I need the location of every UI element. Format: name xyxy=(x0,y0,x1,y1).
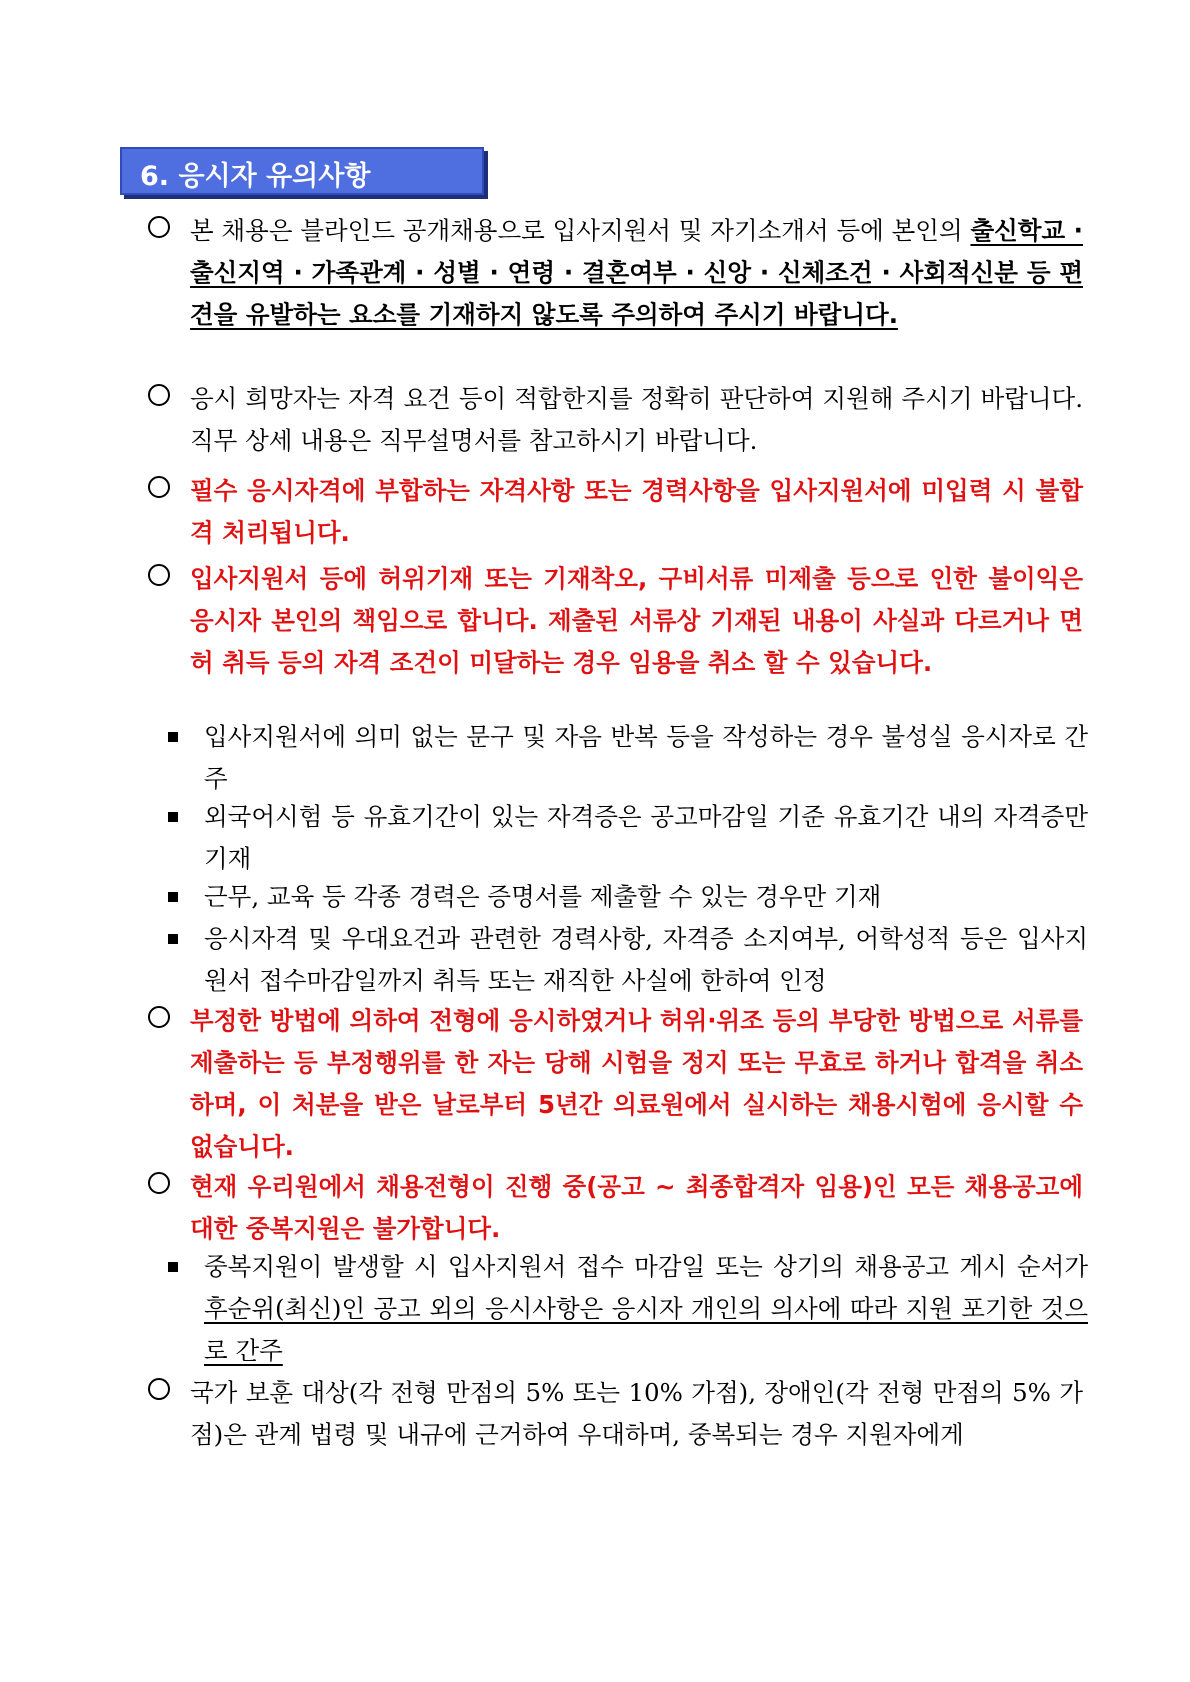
notice-item xyxy=(148,1372,1083,1456)
sub-item-text: 중복지원이 발생할 시 입사지원서 접수 마감일 또는 상기의 채용공고 게시 순서가 xyxy=(204,1252,1088,1281)
sub-item-text: 입사지원서에 의미 없는 문구 및 자음 반복 등을 작성하는 경우 불성실 응시자로 간주 xyxy=(204,722,1088,793)
item-text: 본 채용은 블라인드 공개채용으로 입사지원서 및 자기소개서 등에 본인의 xyxy=(190,216,971,245)
circle-bullet-icon xyxy=(148,476,170,498)
sub-item-underlined-text: 후순위(최신)인 공고 외의 응시사항은 응시자 개인의 의사에 따라 지원 포기한 것으로 간주 xyxy=(204,1294,1088,1365)
item-text: 국가 보훈 대상(각 전형 만점의 5% 또는 10% 가점), 장애인(각 전형 만점의 5% 가점)은 관계 법령 및 내규에 근거하여 우대하며, 중복되는 경우 지원자에게 xyxy=(190,1378,1083,1449)
sub-item xyxy=(168,876,1088,918)
sub-item-text: 응시자격 및 우대요건과 관련한 경력사항, 자격증 소지여부, 어학성적 등은 입사지원서 접수마감일까지 취득 또는 재직한 사실에 한하여 인정 xyxy=(204,924,1088,995)
square-bullet-icon xyxy=(168,892,178,902)
sub-item xyxy=(168,796,1088,880)
item-text: 응시 희망자는 자격 요건 등이 적합한지를 정확히 판단하여 지원해 주시기 바랍니다. 직무 상세 내용은 직무설명서를 참고하시기 바랍니다. xyxy=(190,384,1083,455)
item-text: 입사지원서 등에 허위기재 또는 기재착오, 구비서류 미제출 등으로 인한 불이익은 응시자 본인의 책임으로 합니다. 제출된 서류상 기재된 내용이 사실과 다르거나 면허 취득 등의 자격 조건이 미달하는 경우 임용을 취소 할 수 있습니다. xyxy=(190,564,1083,677)
item-text: 현재 우리원에서 채용전형이 진행 중(공고 ~ 최종합격자 임용)인 모든 채용공고에 대한 중복지원은 불가합니다. xyxy=(190,1172,1083,1243)
section-title: 6. 응시자 유의사항 xyxy=(140,161,371,192)
notice-item xyxy=(148,1000,1083,1168)
circle-bullet-icon xyxy=(148,1006,170,1028)
circle-bullet-icon xyxy=(148,216,170,238)
sub-item xyxy=(168,1246,1088,1372)
circle-bullet-icon xyxy=(148,564,170,586)
notice-item xyxy=(148,558,1083,684)
item-emphasis: 출신학교 · 출신지역 · 가족관계 · 성별 · 연령 · 결혼여부 · 신앙 · 신체조건 · 사회적신분 등 편견을 유발하는 요소를 기재하지 않도록 주의하여 주시기 바랍니다. xyxy=(190,216,1083,329)
circle-bullet-icon xyxy=(148,1172,170,1194)
square-bullet-icon xyxy=(168,1262,178,1272)
section-title-box xyxy=(120,147,484,195)
item-text: 필수 응시자격에 부합하는 자격사항 또는 경력사항을 입사지원서에 미입력 시 불합격 처리됩니다. xyxy=(190,476,1083,547)
square-bullet-icon xyxy=(168,732,178,742)
notice-item xyxy=(148,470,1083,554)
item-text: 부정한 방법에 의하여 전형에 응시하였거나 허위·위조 등의 부당한 방법으로 서류를 제출하는 등 부정행위를 한 자는 당해 시험을 정지 또는 무효로 하거나 합격을 취소하며, 이 처분을 받은 날로부터 5년간 의료원에서 실시하는 채용시험에 응시할 수 없습니다. xyxy=(190,1006,1083,1161)
notice-item xyxy=(148,210,1083,336)
sub-item xyxy=(168,716,1088,800)
square-bullet-icon xyxy=(168,934,178,944)
notice-item xyxy=(148,1166,1083,1250)
circle-bullet-icon xyxy=(148,384,170,406)
sub-item-text: 근무, 교육 등 각종 경력은 증명서를 제출할 수 있는 경우만 기재 xyxy=(204,882,882,911)
circle-bullet-icon xyxy=(148,1378,170,1400)
square-bullet-icon xyxy=(168,812,178,822)
sub-item-text: 외국어시험 등 유효기간이 있는 자격증은 공고마감일 기준 유효기간 내의 자격증만 기재 xyxy=(204,802,1088,873)
notice-item xyxy=(148,378,1083,462)
sub-item xyxy=(168,918,1088,1002)
